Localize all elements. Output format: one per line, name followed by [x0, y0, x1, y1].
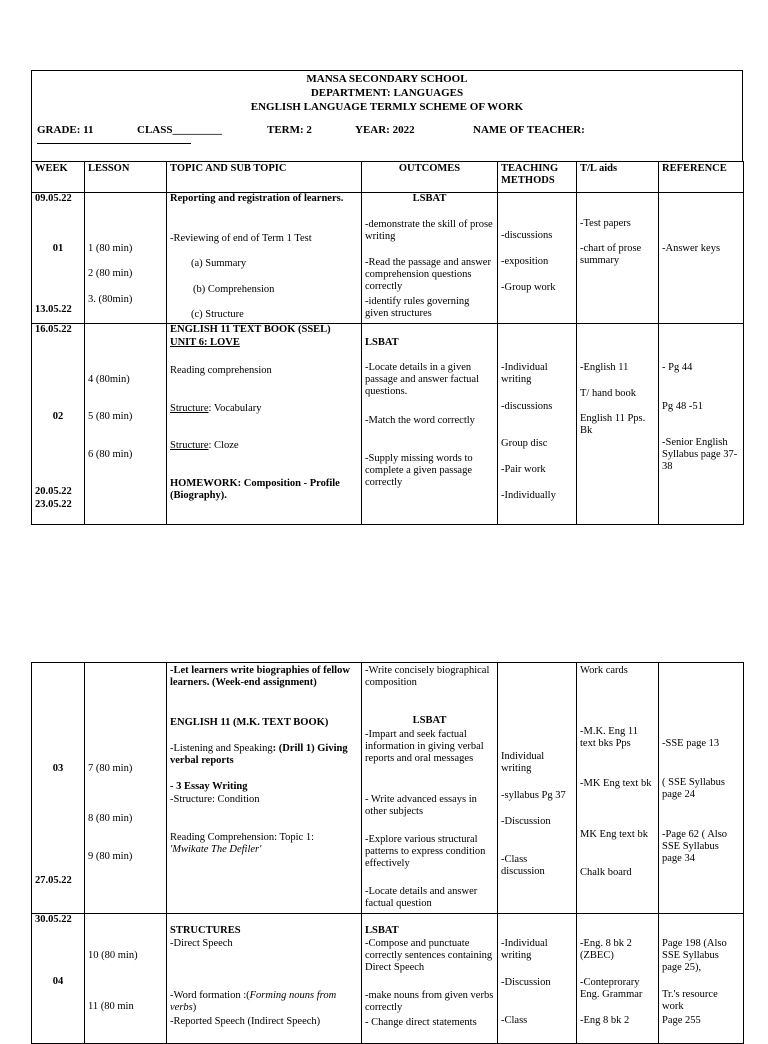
week-cell [32, 914, 85, 1044]
textbook-title: ENGLISH 11 TEXT BOOK (SSEL) [170, 324, 331, 335]
lesson-cell [85, 914, 167, 1044]
outcomes-cell [362, 193, 498, 324]
lesson-3: 3. (80min) [88, 294, 133, 305]
week-start-date: 09.05.22 [35, 193, 72, 204]
week-end-date: 27.05.22 [35, 875, 72, 886]
outcome-2: -Match the word correctly [365, 415, 475, 426]
method-1: -discussions [501, 230, 553, 241]
method-3: -Discussion [501, 816, 551, 827]
subtopic-summary: (a) Summary [191, 258, 247, 269]
topic-assignment: -Let learners write biographies of fellow learners. (Week-end assignment) [170, 665, 350, 688]
structure-condition: -Structure: Condition [170, 794, 260, 805]
topic-cell [167, 663, 362, 914]
col-week: WEEK [32, 162, 85, 193]
aid-3: English 11 Pps. Bk [580, 413, 646, 436]
method-3: -Group work [501, 282, 556, 293]
ref-1: Page 198 (Also SSE Syllabus page 25), [662, 938, 727, 973]
outcome-1: -Compose and punctuate correctly sentences containing Direct Speech [365, 938, 493, 973]
aids-cell [577, 663, 659, 914]
scheme-table-2 [31, 662, 744, 1044]
outcome-3: - Change direct statements [365, 1017, 477, 1028]
lesson-cell [85, 663, 167, 914]
document-header [31, 70, 743, 161]
aid-3: -Eng 8 bk 2 [580, 1015, 630, 1026]
method-2: -syllabus Pg 37 [501, 790, 566, 801]
subtopic-structure: (c) Structure [191, 309, 244, 320]
lesson-1: 1 (80 min) [88, 243, 133, 254]
methods-cell [498, 193, 577, 324]
col-outcomes: OUTCOMES [362, 162, 498, 193]
outcome-5: -Locate details and answer factual question [365, 886, 478, 909]
aids-cell [577, 324, 659, 525]
method-2: -Discussion [501, 977, 551, 988]
lesson-8: 8 (80 min) [88, 813, 133, 824]
topic-title: Reporting and registration of learners. [170, 193, 344, 204]
ref-1: - Pg 44 [662, 362, 693, 373]
reference-cell [659, 663, 744, 914]
lesson-2: 2 (80 min) [88, 268, 133, 279]
outcomes-heading: LSBAT [365, 925, 399, 936]
aid-1: -Eng. 8 bk 2 (ZBEC) [580, 938, 632, 961]
grade-label: GRADE: 11 [37, 124, 94, 136]
lesson-4: 4 (80min) [88, 374, 130, 385]
lesson-10: 10 (80 min) [88, 950, 138, 961]
aid-2: -M.K. Eng 11 text bks Pps [580, 726, 638, 749]
method-3: -Class [501, 1015, 528, 1026]
week-number: 01 [52, 243, 64, 254]
aid-3: -MK Eng text bk [580, 778, 652, 789]
reported-speech: -Reported Speech (Indirect Speech) [170, 1016, 321, 1027]
table-row-week-04 [32, 914, 744, 1044]
lesson-cell [85, 193, 167, 324]
ref-3: -Senior English Syllabus page 37-38 [662, 437, 738, 472]
outcome-2: -Impart and seek factual information in giving verbal reports and oral messages [365, 729, 484, 764]
unit-title: UNIT 6: LOVE [170, 337, 240, 348]
lesson-6: 6 (80 min) [88, 449, 133, 460]
aid-1: Work cards [580, 665, 628, 676]
ref-3: -Page 62 ( Also SSE Syllabus page 34 [662, 829, 728, 864]
week-cell [32, 193, 85, 324]
scheme-page-2 [31, 662, 743, 1044]
outcomes-heading: LSBAT [412, 193, 447, 204]
aid-2: -chart of prose summary [580, 243, 642, 266]
reference-cell [659, 914, 744, 1044]
outcome-3: -identify rules governing given structures [365, 296, 470, 319]
essay-writing: - 3 Essay Writing [170, 781, 248, 792]
column-header-row [32, 162, 744, 193]
method-1: -Individual writing [501, 938, 548, 961]
method-3: Group disc [501, 438, 548, 449]
col-aids: T/L aids [577, 162, 659, 193]
class-label: CLASS_________ [137, 124, 222, 136]
methods-cell [498, 324, 577, 525]
outcome-1: -Write concisely biographical composition [365, 665, 490, 688]
week-number: 03 [52, 763, 64, 774]
col-topic: TOPIC AND SUB TOPIC [167, 162, 362, 193]
week-cell [32, 324, 85, 525]
outcome-1: -Locate details in a given passage and answer factual questions. [365, 362, 479, 397]
week-end-date: 20.05.22 [35, 486, 72, 497]
ref-2: Pg 48 -51 [662, 401, 703, 412]
lesson-7: 7 (80 min) [88, 763, 133, 774]
teacher-name-line [37, 143, 191, 144]
table-row-week-03 [32, 663, 744, 914]
ref-3: Page 255 [662, 1015, 701, 1026]
homework-note: HOMEWORK: Composition - Profile (Biography). [170, 478, 340, 501]
week-next-date: 23.05.22 [35, 499, 72, 510]
outcomes-heading: LSBAT [365, 337, 399, 348]
outcomes-heading: LSBAT [412, 715, 447, 726]
aid-1: -English 11 [580, 362, 629, 373]
teacher-label: NAME OF TEACHER: [473, 124, 585, 136]
reading-comprehension: Reading comprehension [170, 365, 272, 376]
methods-cell [498, 914, 577, 1044]
table-row-week-02 [32, 324, 744, 525]
week-number: 02 [52, 411, 64, 422]
outcomes-cell [362, 324, 498, 525]
structure-vocabulary: Structure: Vocabulary [170, 403, 262, 414]
method-4: -Pair work [501, 464, 546, 475]
topic-cell [167, 324, 362, 525]
aid-4: MK Eng text bk [580, 829, 648, 840]
listening-speaking: -Listening and Speaking: (Drill 1) Giving verbal reports [170, 743, 348, 766]
methods-cell [498, 663, 577, 914]
aid-1: -Test papers [580, 218, 631, 229]
outcome-2: -Read the passage and answer comprehension questions correctly [365, 257, 491, 292]
table-row-week-01 [32, 193, 744, 324]
scheme-title: ENGLISH LANGUAGE TERMLY SCHEME OF WORK [250, 101, 524, 113]
school-name: MANSA SECONDARY SCHOOL [306, 73, 468, 85]
structures-heading: STRUCTURES [170, 925, 241, 936]
word-formation: -Word formation :(Forming nouns from verbs) [170, 990, 337, 1013]
method-2: -discussions [501, 401, 553, 412]
scheme-table-1 [31, 161, 744, 525]
textbook-title: ENGLISH 11 (M.K. TEXT BOOK) [170, 717, 329, 728]
department-name: DEPARTMENT: LANGUAGES [310, 87, 464, 99]
topic-cell [167, 193, 362, 324]
outcomes-cell [362, 914, 498, 1044]
lesson-9: 9 (80 min) [88, 851, 133, 862]
col-lesson: LESSON [85, 162, 167, 193]
method-2: -exposition [501, 256, 549, 267]
aids-cell [577, 914, 659, 1044]
ref-2: ( SSE Syllabus page 24 [662, 777, 726, 800]
aid-2: T/ hand book [580, 388, 636, 399]
lesson-cell [85, 324, 167, 525]
ref-2: Tr.'s resource work [662, 989, 718, 1012]
reference-cell [659, 193, 744, 324]
col-methods: TEACHING METHODS [498, 162, 577, 193]
scheme-page-1 [31, 70, 743, 525]
outcome-3: -Supply missing words to complete a given passage correctly [365, 453, 473, 488]
term-label: TERM: 2 [267, 124, 312, 136]
subtopic-comprehension: (b) Comprehension [193, 284, 275, 295]
reading-topic: Reading Comprehension: Topic 1: 'Mwikate The Defiler' [170, 832, 315, 855]
week-start-date: 30.05.22 [35, 914, 72, 925]
outcome-2: -make nouns from given verbs correctly [365, 990, 494, 1013]
week-number: 04 [52, 976, 64, 987]
lesson-5: 5 (80 min) [88, 411, 133, 422]
topic-cell [167, 914, 362, 1044]
outcome-4: -Explore various structural patterns to express condition effectively [365, 834, 486, 869]
aids-cell [577, 193, 659, 324]
reference-cell [659, 324, 744, 525]
aid-5: Chalk board [580, 867, 632, 878]
aid-2: -Conteprorary Eng. Grammar [580, 977, 643, 1000]
method-4: -Class discussion [501, 854, 545, 877]
ref-1: -SSE page 13 [662, 738, 720, 749]
ref-1: -Answer keys [662, 243, 721, 254]
week-start-date: 16.05.22 [35, 324, 72, 335]
structure-cloze: Structure: Cloze [170, 440, 239, 451]
outcome-3: - Write advanced essays in other subjects [365, 794, 477, 817]
topic-review: -Reviewing of end of Term 1 Test [170, 233, 312, 244]
method-1: -Individual writing [501, 362, 548, 385]
outcomes-cell [362, 663, 498, 914]
outcome-1: -demonstrate the skill of prose writing [365, 219, 493, 242]
method-1: Individual writing [501, 751, 545, 774]
col-reference: REFERENCE [659, 162, 744, 193]
week-cell [32, 663, 85, 914]
method-5: -Individually [501, 490, 556, 501]
lesson-11: 11 (80 min [88, 1001, 134, 1012]
year-label: YEAR: 2022 [355, 124, 415, 136]
week-end-date: 13.05.22 [35, 304, 72, 315]
direct-speech: -Direct Speech [170, 938, 233, 949]
